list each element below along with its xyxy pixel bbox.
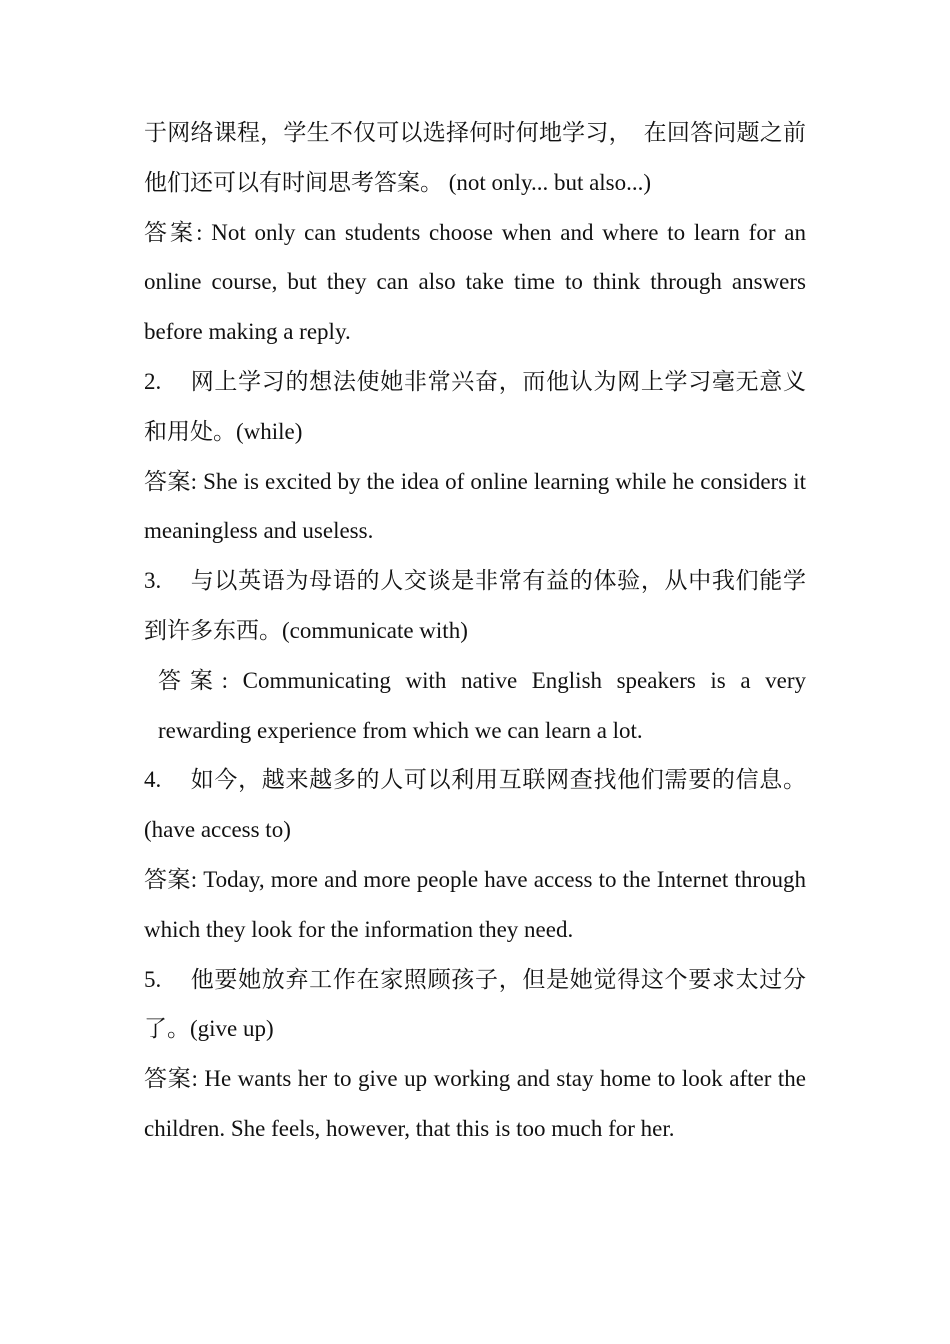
question-item (144, 755, 806, 855)
answer-text: 答案: She is excited by the idea of online learning while he considers it meaningless and useless. (144, 468, 806, 544)
question-item (144, 357, 806, 457)
answer-text: 答案: Communicating with native English speakers is a very rewarding experience from which we can learn a lot. (158, 667, 806, 743)
answer-text: 答案: Today, more and more people have access to the Internet through which they look for the information they need. (144, 866, 806, 942)
question-text: 如今，越来越多的人可以利用互联网查找他们需要的信息。(have access to) (144, 767, 806, 843)
answer-text: 答案: He wants her to give up working and stay home to look after the children. She feels, however, that this is too much for her. (144, 1066, 806, 1141)
question-text: 网上学习的想法使她非常兴奋，而他认为网上学习毫无意义和用处。(while) (144, 368, 806, 444)
question-number: 4. (144, 767, 162, 793)
question-text: 于网络课程，学生不仅可以选择何时何地学习， 在回答问题之前他们还可以有时间思考答案。 (not only... but also...) (144, 120, 806, 195)
document-body (144, 108, 806, 1154)
answer-text: 答案: Not only can students choose when and where to learn for an online course, but they can also take time to think through answers before making a reply. (144, 219, 806, 345)
question-item (144, 556, 806, 656)
question-number: 2. (144, 368, 162, 394)
question-item (144, 955, 806, 1055)
question-text: 他要她放弃工作在家照顾孩子，但是她觉得这个要求太过分了。(give up) (144, 966, 806, 1042)
question-text: 与以英语为母语的人交谈是非常有益的体验，从中我们能学到许多东西。(communicate with) (144, 568, 806, 643)
question-number: 5. (144, 966, 162, 992)
question-number: 3. (144, 568, 162, 594)
